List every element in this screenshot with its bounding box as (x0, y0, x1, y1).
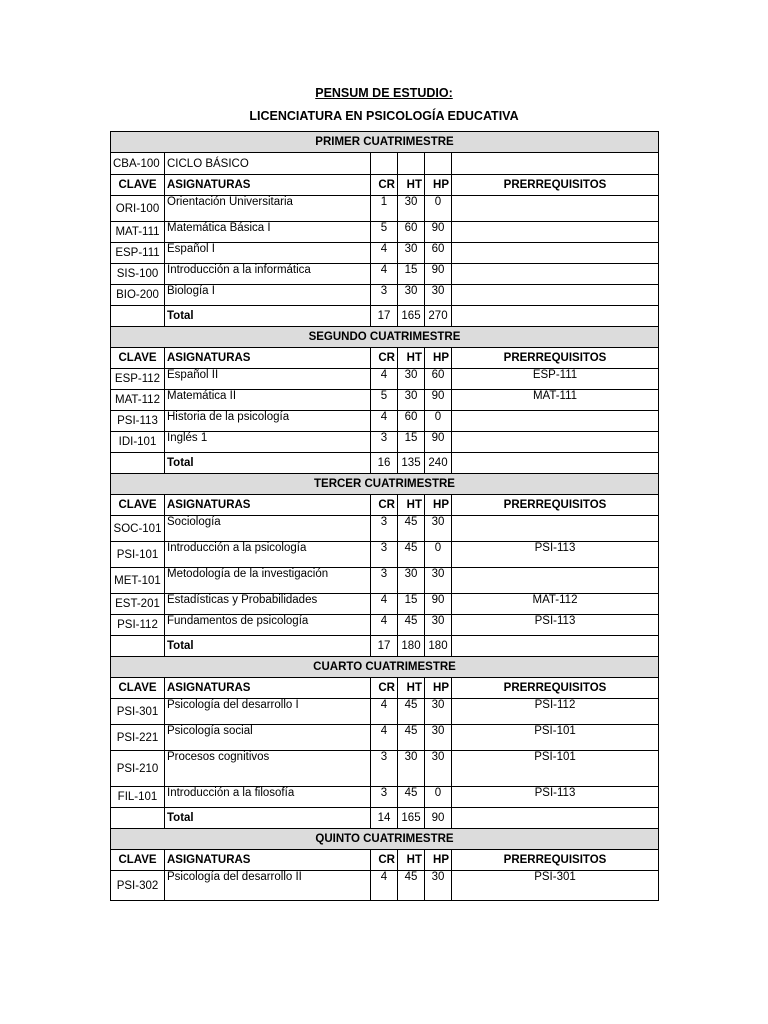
course-prerequisite (452, 196, 659, 222)
course-hp: 30 (425, 871, 452, 901)
total-blank (111, 636, 165, 657)
total-cr: 17 (371, 636, 398, 657)
course-prerequisite (452, 222, 659, 243)
course-row (111, 615, 659, 636)
course-cr: 3 (371, 568, 398, 594)
course-hp: 90 (425, 432, 452, 453)
course-code: MET-101 (111, 568, 165, 594)
total-row (111, 636, 659, 657)
course-code: PSI-112 (111, 615, 165, 636)
course-code: MAT-112 (111, 390, 165, 411)
course-ht: 45 (398, 699, 425, 725)
course-hp: 0 (425, 542, 452, 568)
term-title: TERCER CUATRIMESTRE (111, 474, 659, 495)
header-asignaturas: ASIGNATURAS (165, 495, 371, 516)
course-prerequisite: ESP-111 (452, 369, 659, 390)
cycle-ht (398, 153, 425, 175)
header-cr: CR (371, 348, 398, 369)
total-blank (111, 453, 165, 474)
course-name: Orientación Universitaria (165, 196, 371, 222)
course-row (111, 264, 659, 285)
course-row (111, 411, 659, 432)
term-title: CUARTO CUATRIMESTRE (111, 657, 659, 678)
course-row (111, 222, 659, 243)
document-subtitle: LICENCIATURA EN PSICOLOGÍA EDUCATIVA (249, 109, 519, 123)
course-name: Historia de la psicología (165, 411, 371, 432)
course-prerequisite (452, 568, 659, 594)
term-heading (111, 657, 659, 678)
course-ht: 60 (398, 411, 425, 432)
header-prerrequisitos: PRERREQUISITOS (452, 495, 659, 516)
course-row (111, 725, 659, 751)
column-header-row (111, 850, 659, 871)
course-ht: 30 (398, 369, 425, 390)
course-name: Español II (165, 369, 371, 390)
course-cr: 5 (371, 222, 398, 243)
course-code: PSI-301 (111, 699, 165, 725)
course-code: SIS-100 (111, 264, 165, 285)
course-hp: 30 (425, 615, 452, 636)
header-asignaturas: ASIGNATURAS (165, 850, 371, 871)
course-cr: 4 (371, 699, 398, 725)
total-pre (452, 453, 659, 474)
total-hp: 180 (425, 636, 452, 657)
total-row (111, 306, 659, 327)
course-code: SOC-101 (111, 516, 165, 542)
course-prerequisite: PSI-113 (452, 615, 659, 636)
header-hp: HP (425, 495, 452, 516)
course-prerequisite: PSI-101 (452, 751, 659, 787)
total-pre (452, 306, 659, 327)
total-cr: 17 (371, 306, 398, 327)
course-row (111, 243, 659, 264)
course-hp: 30 (425, 285, 452, 306)
course-ht: 15 (398, 264, 425, 285)
course-cr: 3 (371, 516, 398, 542)
total-blank (111, 808, 165, 829)
course-ht: 30 (398, 243, 425, 264)
document-title: PENSUM DE ESTUDIO: (315, 86, 453, 100)
term-title: PRIMER CUATRIMESTRE (111, 132, 659, 153)
header-asignaturas: ASIGNATURAS (165, 348, 371, 369)
cycle-name: CICLO BÁSICO (165, 153, 371, 175)
course-cr: 4 (371, 369, 398, 390)
course-ht: 45 (398, 871, 425, 901)
term-title: SEGUNDO CUATRIMESTRE (111, 327, 659, 348)
column-header-row (111, 495, 659, 516)
total-ht: 180 (398, 636, 425, 657)
header-asignaturas: ASIGNATURAS (165, 175, 371, 196)
header-ht: HT (398, 850, 425, 871)
course-cr: 3 (371, 751, 398, 787)
course-row (111, 196, 659, 222)
course-ht: 45 (398, 542, 425, 568)
course-row (111, 699, 659, 725)
course-prerequisite (452, 243, 659, 264)
header-hp: HP (425, 850, 452, 871)
course-prerequisite: PSI-301 (452, 871, 659, 901)
header-hp: HP (425, 678, 452, 699)
course-row (111, 594, 659, 615)
course-code: PSI-101 (111, 542, 165, 568)
term-heading (111, 132, 659, 153)
course-hp: 60 (425, 369, 452, 390)
total-ht: 165 (398, 306, 425, 327)
course-row (111, 787, 659, 808)
course-code: BIO-200 (111, 285, 165, 306)
cycle-cr (371, 153, 398, 175)
course-prerequisite (452, 516, 659, 542)
course-ht: 30 (398, 285, 425, 306)
course-hp: 30 (425, 751, 452, 787)
header-ht: HT (398, 678, 425, 699)
course-ht: 15 (398, 594, 425, 615)
course-name: Introducción a la psicología (165, 542, 371, 568)
course-hp: 0 (425, 787, 452, 808)
course-row (111, 516, 659, 542)
course-name: Fundamentos de psicología (165, 615, 371, 636)
header-clave: CLAVE (111, 175, 165, 196)
course-name: Estadísticas y Probabilidades (165, 594, 371, 615)
course-row (111, 871, 659, 901)
course-cr: 3 (371, 787, 398, 808)
header-clave: CLAVE (111, 348, 165, 369)
course-row (111, 369, 659, 390)
course-name: Introducción a la filosofía (165, 787, 371, 808)
total-ht: 165 (398, 808, 425, 829)
course-ht: 45 (398, 787, 425, 808)
course-row (111, 542, 659, 568)
course-cr: 5 (371, 390, 398, 411)
course-hp: 90 (425, 594, 452, 615)
course-hp: 90 (425, 222, 452, 243)
course-hp: 90 (425, 390, 452, 411)
header-clave: CLAVE (111, 495, 165, 516)
course-prerequisite (452, 411, 659, 432)
course-name: Procesos cognitivos (165, 751, 371, 787)
total-label: Total (165, 453, 371, 474)
course-name: Matemática II (165, 390, 371, 411)
course-ht: 15 (398, 432, 425, 453)
term-heading (111, 829, 659, 850)
course-cr: 3 (371, 285, 398, 306)
course-cr: 4 (371, 411, 398, 432)
course-code: PSI-210 (111, 751, 165, 787)
course-name: Metodología de la investigación (165, 568, 371, 594)
course-cr: 4 (371, 594, 398, 615)
course-code: EST-201 (111, 594, 165, 615)
course-code: ESP-112 (111, 369, 165, 390)
cycle-row (111, 153, 659, 175)
course-prerequisite: PSI-113 (452, 542, 659, 568)
course-name: Biología I (165, 285, 371, 306)
header-ht: HT (398, 495, 425, 516)
header-hp: HP (425, 348, 452, 369)
header-clave: CLAVE (111, 678, 165, 699)
course-row (111, 751, 659, 787)
course-code: FIL-101 (111, 787, 165, 808)
course-hp: 30 (425, 699, 452, 725)
course-hp: 30 (425, 568, 452, 594)
course-prerequisite (452, 432, 659, 453)
total-hp: 270 (425, 306, 452, 327)
course-ht: 45 (398, 516, 425, 542)
total-pre (452, 808, 659, 829)
course-hp: 30 (425, 516, 452, 542)
column-header-row (111, 678, 659, 699)
header-cr: CR (371, 850, 398, 871)
course-name: Introducción a la informática (165, 264, 371, 285)
header-ht: HT (398, 175, 425, 196)
course-prerequisite: PSI-113 (452, 787, 659, 808)
header-cr: CR (371, 678, 398, 699)
course-code: PSI-113 (111, 411, 165, 432)
header-ht: HT (398, 348, 425, 369)
course-cr: 3 (371, 542, 398, 568)
course-code: IDI-101 (111, 432, 165, 453)
cycle-pre (452, 153, 659, 175)
course-hp: 60 (425, 243, 452, 264)
total-blank (111, 306, 165, 327)
course-prerequisite (452, 285, 659, 306)
course-row (111, 285, 659, 306)
total-hp: 90 (425, 808, 452, 829)
header-asignaturas: ASIGNATURAS (165, 678, 371, 699)
header-cr: CR (371, 175, 398, 196)
total-pre (452, 636, 659, 657)
course-ht: 30 (398, 196, 425, 222)
course-cr: 4 (371, 264, 398, 285)
header-clave: CLAVE (111, 850, 165, 871)
course-hp: 0 (425, 411, 452, 432)
total-label: Total (165, 636, 371, 657)
course-cr: 4 (371, 871, 398, 901)
total-row (111, 808, 659, 829)
course-name: Psicología del desarrollo II (165, 871, 371, 901)
total-hp: 240 (425, 453, 452, 474)
course-prerequisite (452, 264, 659, 285)
course-row (111, 568, 659, 594)
course-cr: 1 (371, 196, 398, 222)
course-hp: 0 (425, 196, 452, 222)
header-hp: HP (425, 175, 452, 196)
curriculum-table (110, 131, 659, 901)
total-ht: 135 (398, 453, 425, 474)
total-label: Total (165, 306, 371, 327)
course-hp: 30 (425, 725, 452, 751)
course-ht: 30 (398, 390, 425, 411)
course-code: PSI-302 (111, 871, 165, 901)
course-hp: 90 (425, 264, 452, 285)
course-prerequisite: PSI-112 (452, 699, 659, 725)
term-heading (111, 327, 659, 348)
column-header-row (111, 348, 659, 369)
course-code: PSI-221 (111, 725, 165, 751)
cycle-code: CBA-100 (111, 153, 165, 175)
total-label: Total (165, 808, 371, 829)
course-cr: 4 (371, 615, 398, 636)
course-code: ESP-111 (111, 243, 165, 264)
total-cr: 14 (371, 808, 398, 829)
course-name: Inglés 1 (165, 432, 371, 453)
term-title: QUINTO CUATRIMESTRE (111, 829, 659, 850)
cycle-hp (425, 153, 452, 175)
course-ht: 60 (398, 222, 425, 243)
course-prerequisite: MAT-111 (452, 390, 659, 411)
course-cr: 4 (371, 243, 398, 264)
course-ht: 45 (398, 725, 425, 751)
course-ht: 30 (398, 568, 425, 594)
course-name: Matemática Básica I (165, 222, 371, 243)
column-header-row (111, 175, 659, 196)
course-prerequisite: MAT-112 (452, 594, 659, 615)
course-name: Psicología del desarrollo I (165, 699, 371, 725)
course-ht: 45 (398, 615, 425, 636)
header-prerrequisitos: PRERREQUISITOS (452, 175, 659, 196)
course-row (111, 432, 659, 453)
course-cr: 4 (371, 725, 398, 751)
header-cr: CR (371, 495, 398, 516)
header-prerrequisitos: PRERREQUISITOS (452, 348, 659, 369)
course-prerequisite: PSI-101 (452, 725, 659, 751)
total-row (111, 453, 659, 474)
course-ht: 30 (398, 751, 425, 787)
course-name: Psicología social (165, 725, 371, 751)
term-heading (111, 474, 659, 495)
total-cr: 16 (371, 453, 398, 474)
course-code: MAT-111 (111, 222, 165, 243)
course-row (111, 390, 659, 411)
course-code: ORI-100 (111, 196, 165, 222)
course-name: Español I (165, 243, 371, 264)
header-prerrequisitos: PRERREQUISITOS (452, 850, 659, 871)
header-prerrequisitos: PRERREQUISITOS (452, 678, 659, 699)
course-cr: 3 (371, 432, 398, 453)
course-name: Sociología (165, 516, 371, 542)
